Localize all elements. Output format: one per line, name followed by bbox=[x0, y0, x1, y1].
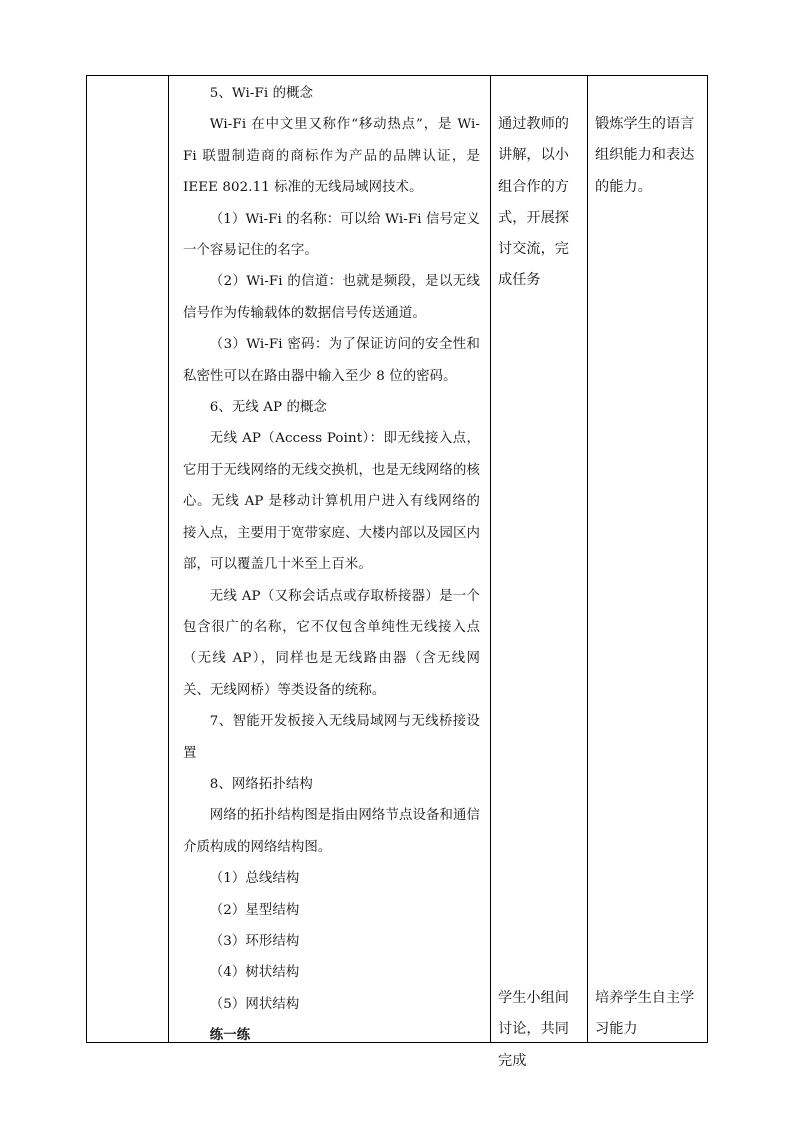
list-item: （3）环形结构 bbox=[209, 933, 300, 949]
paragraph-wifi-name: （1）Wi-Fi 的名称：可以给 Wi-Fi 信号定义一个容易记住的名字。 bbox=[183, 211, 480, 259]
lesson-table bbox=[86, 75, 708, 1069]
section-heading-wifi: 5、Wi-Fi 的概念 bbox=[209, 86, 314, 101]
column-divider bbox=[587, 76, 588, 1042]
section-heading-board: 7、智能开发板接入无线局域网与无线桥接设置 bbox=[183, 714, 480, 761]
list-item: （4）树状结构 bbox=[209, 965, 300, 981]
teaching-content-cell bbox=[169, 76, 490, 1042]
student-activity-text: 通过教师的讲解，以小组合作的方式，开展探讨交流，完成任务 bbox=[498, 116, 569, 289]
paragraph-wifi-password: （3）Wi-Fi 密码：为了保证访问的安全性和私密性可以在路由器中输入至少 8 位的密码。 bbox=[183, 337, 480, 384]
list-item: （5）网状结构 bbox=[209, 996, 300, 1012]
paragraph-topology-definition: 网络的拓扑结构图是指由网络节点设备和通信介质构成的网络结构图。 bbox=[183, 808, 480, 855]
paragraph-wifi-channel: （2）Wi-Fi 的信道：也就是频段，是以无线信号作为传输载体的数据信号传送通道。 bbox=[183, 274, 480, 321]
student-activity-text: 学生小组间讨论，共同完成 bbox=[498, 990, 569, 1069]
list-item: （2）星型结构 bbox=[209, 902, 300, 918]
list-item: （1）总线结构 bbox=[209, 871, 300, 887]
section-heading-topology: 8、网络拓扑结构 bbox=[209, 776, 313, 792]
exercise-heading: 练一练 bbox=[209, 1027, 251, 1044]
section-heading-ap: 6、无线 AP 的概念 bbox=[209, 400, 327, 416]
paragraph-wifi-definition: Wi-Fi 在中文里又称作“移动热点”，是 Wi-Fi 联盟制造商的商标作为产品的品牌认证，是 IEEE 802.11 标准的无线局域网技术。 bbox=[183, 117, 480, 196]
design-purpose-text: 锻炼学生的语言组织能力和表达的能力。 bbox=[595, 116, 695, 195]
design-purpose-text: 培养学生自主学习能力 bbox=[595, 990, 695, 1038]
paragraph-ap-scope: 无线 AP（又称会话点或存取桥接器）是一个包含很广的名称，它不仅包含单纯性无线接入点（无线 AP），同样也是无线路由器（含无线网关、无线网桥）等类设备的统称。 bbox=[183, 588, 480, 698]
paragraph-ap-definition: 无线 AP（Access Point）：即无线接入点，它用于无线网络的无线交换机，也是无线网络的核心。无线 AP 是移动计算机用户进入有线网络的接入点，主要用于宽带家庭、大楼内部以及园区内部，可以覆盖几十米至上百米。 bbox=[183, 431, 480, 573]
